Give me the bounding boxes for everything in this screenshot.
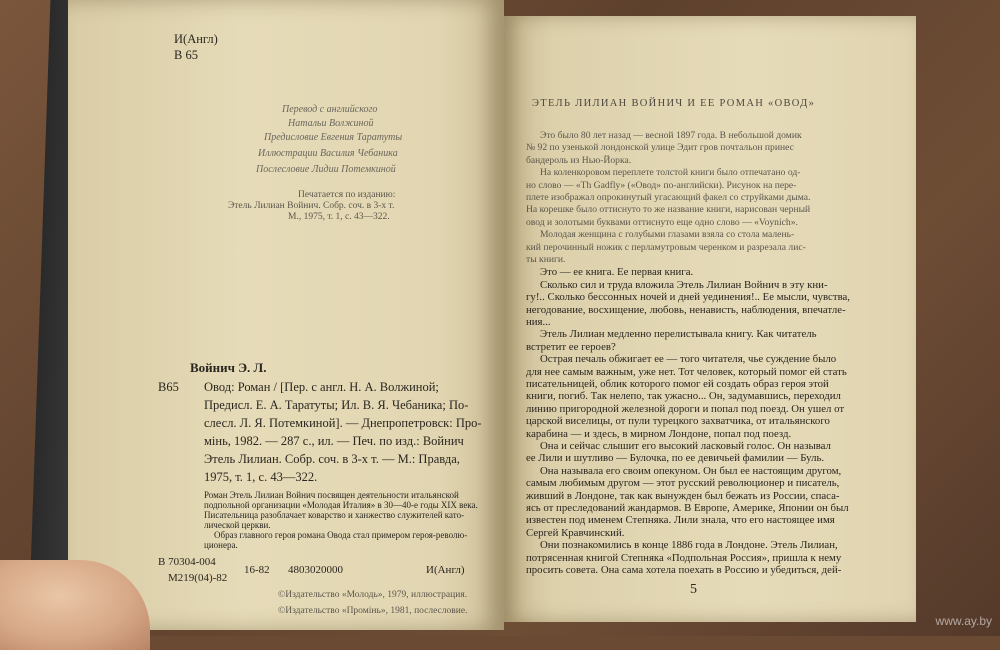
chapter-heading: ЭТЕЛЬ ЛИЛИАН ВОЙНИЧ И ЕЕ РОМАН «ОВОД»: [532, 98, 816, 109]
body-line: просить совета. Она сама хотела поехать в Россию и убедиться, дей-: [526, 564, 842, 576]
credit-line: Натальи Волжиной: [288, 118, 374, 129]
isbn-number: 4803020000: [288, 564, 343, 576]
body-line: писательницей, облик которого помог ей создать образ героя этой: [526, 378, 829, 390]
body-line: Она и сейчас слышит его высокий ласковый голос. Он называл: [540, 440, 831, 452]
body-line: Сергей Кравчинский.: [526, 526, 625, 539]
body-line: На коленкоровом переплете толстой книги было отпечатано од-: [540, 167, 801, 179]
catalog-line: 1975, т. 1, с. 43—322.: [204, 470, 318, 484]
class-code-2: В 65: [174, 48, 198, 62]
catalog-line: Этель Лилиан. Собр. соч. в 3-х т. — М.: Правда,: [204, 452, 460, 466]
body-line: Это — ее книга. Ее первая книга.: [540, 266, 694, 279]
watermark: www.ay.by: [935, 614, 992, 628]
body-line: На корешке было оттиснуто то же название книги, нарисован черный: [526, 204, 811, 216]
catalog-line: Предисл. Е. А. Таратуты; Ил. В. Я. Чебаника; По-: [204, 398, 469, 412]
credit-line: Предисловие Евгения Таратуты: [264, 132, 403, 143]
catalog-author: Войнич Э. Л.: [190, 360, 267, 375]
annotation-line: ционера.: [204, 540, 238, 550]
annotation-line: Образ главного героя романа Овода стал примером героя-револю-: [214, 530, 468, 540]
copyright-line: ©Издательство «Молодь», 1979, иллюстрация.: [278, 590, 468, 600]
body-line: негодование, восхищение, любовь, ненависть, наблюдения, впечатле-: [526, 303, 846, 316]
body-line: ния...: [526, 316, 551, 328]
body-line: гу!.. Сколько бессонных ночей и дней уединения!.. Ее мысли, чувства,: [526, 291, 851, 304]
catalog-line: Овод: Роман / [Пер. с англ. Н. А. Волжиной;: [204, 380, 439, 394]
body-line: но слово — «Th Gadfly» («Овод» по-английски). Рисунок на пере-: [526, 179, 797, 191]
body-line: Острая печаль обжигает ее — того читателя, чье суждение было: [540, 353, 837, 366]
body-line: ясь от преследований жандармов. В Европе, Америке, Японии он был: [526, 502, 849, 514]
catalog-line: мінь, 1982. — 287 с., ил. — Печ. по изд.: Войнич: [204, 434, 464, 448]
credit-line: Послесловие Лидии Потемкиной: [256, 164, 396, 175]
catalog-code: В65: [158, 380, 179, 394]
catalog-line: слесл. Л. Я. Потемкиной]. — Днепропетровск: Про-: [204, 416, 482, 430]
body-line: встретит ее героев?: [526, 340, 616, 353]
body-line: для нее самым важным, уже нет. Тот человек, который помог ей стать: [526, 365, 847, 378]
body-line: ее Лили и шутливо — Булочка, по ее девичьей фамилии — Буль.: [526, 452, 825, 465]
credit-line: Иллюстрации Василия Чебаника: [258, 148, 398, 159]
annotation-line: подпольной организации «Молодая Италия» в 30—40-е годы XIX века.: [204, 500, 478, 510]
body-line: кий перочинный ножик с перламутровым черенком и разрезала лис-: [526, 241, 806, 253]
body-line: плете изображал опрокинутый угасающий факел со струйками дыма.: [526, 192, 811, 203]
body-line: Молодая женщина с голубыми глазами взяла со стола малень-: [540, 229, 795, 241]
body-line: карабина — и здесь, в мирном Лондоне, попал под поезд.: [526, 427, 792, 440]
isbn-code-3: 16-82: [244, 564, 270, 576]
body-line: Это было 80 лет назад — весной 1897 года. В небольшой домик: [540, 130, 802, 141]
copyright-line: ©Издательство «Промінь», 1981, послесловие.: [278, 606, 468, 616]
right-page: [504, 16, 916, 622]
body-line: № 92 по узенькой лондонской улице Эдит гров почтальон принес: [526, 142, 794, 154]
class-code-1: И(Англ): [174, 32, 218, 46]
credit-line: Перевод с английского: [282, 104, 378, 115]
body-line: самым любимым другом — этот русский революционер и писатель,: [526, 477, 840, 490]
annotation-line: Роман Этель Лилиан Войнич посвящен деятельности итальянской: [204, 490, 459, 500]
isbn-class: И(Англ): [426, 564, 465, 576]
body-line: царской виселицы, от пули турецкого захватчика, от итальянского: [526, 415, 830, 428]
isbn-code-2: М219(04)-82: [168, 572, 228, 584]
left-page: [68, 0, 504, 630]
page-number: 5: [690, 582, 697, 597]
body-line: Сколько сил и труда вложила Этель Лилиан Войнич в эту кни-: [540, 278, 828, 291]
source-note: Этель Лилиан Войнич. Собр. соч. в 3-х т.: [228, 201, 395, 211]
source-note: Печатается по изданию:: [298, 190, 396, 200]
body-line: книги, погиб. Так нелепо, так ужасно... Он, задумавшись, переходил: [526, 390, 841, 403]
body-line: известен под именем Степняка. Лили знала, что его настоящее имя: [526, 514, 835, 527]
body-line: Этель Лилиан медленно перелистывала книгу. Как читатель: [540, 328, 817, 341]
body-line: линию пригородной железной дороги и попал под поезд. Он ушел от: [526, 402, 845, 415]
body-line: ты книги.: [526, 254, 566, 265]
isbn-code: В 70304-004: [158, 556, 216, 568]
annotation-line: лической церкви.: [204, 520, 271, 530]
source-note: М., 1975, т. 1, с. 43—322.: [288, 212, 390, 222]
body-line: Она называла его своим опекуном. Он был ее настоящим другом,: [540, 464, 842, 477]
body-line: Они познакомились в конце 1886 года в Лондоне. Этель Лилиан,: [540, 539, 838, 552]
body-line: живший в Лондоне, так как вынужден был бежать из России, спаса-: [526, 489, 840, 502]
body-line: потрясенная книгой Степняка «Подпольная Россия», пришла к нему: [526, 551, 842, 564]
body-line: бандероль из Нью-Йорка.: [526, 154, 632, 166]
body-line: овод и золотыми буквами оттиснуто еще одно слово — «Voynich».: [526, 216, 798, 228]
annotation-line: Писательница разоблачает коварство и ханжество служителей като-: [204, 510, 465, 520]
